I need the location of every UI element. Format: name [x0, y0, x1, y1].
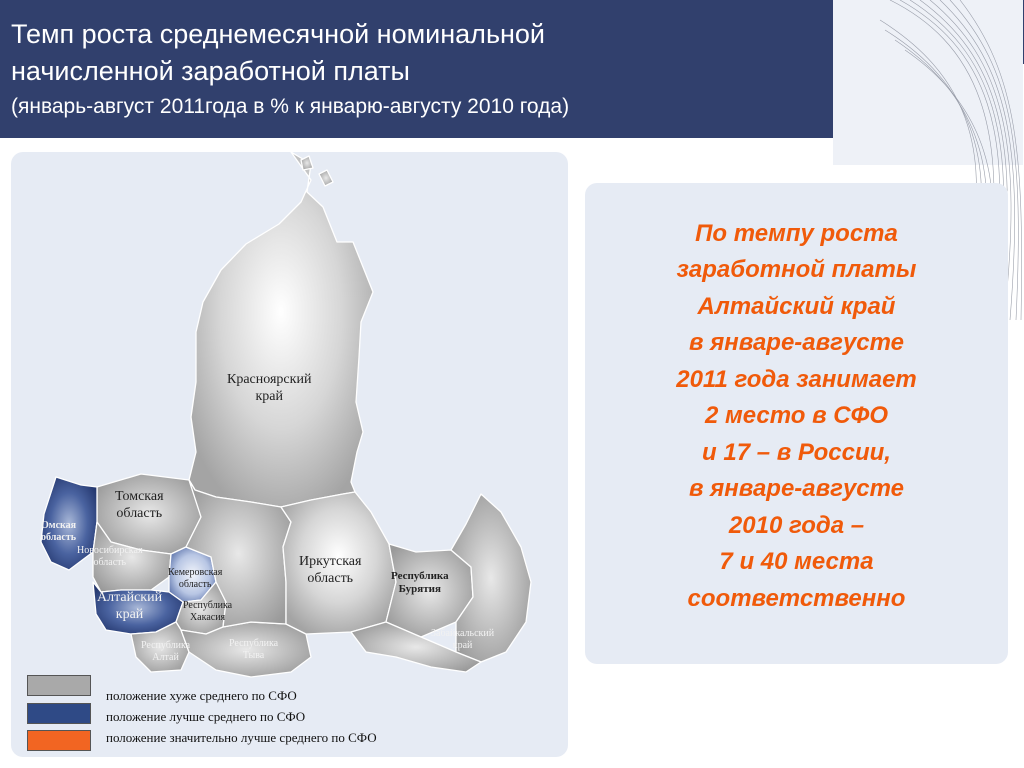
info-text: [676, 216, 917, 618]
label-novosibirsk: Новосибирская область: [77, 545, 143, 568]
label-omsk: Омская область: [41, 520, 77, 543]
label-kemerovo: Кемеровская область: [168, 567, 223, 590]
region-krasnoyarsk-island-1: [319, 170, 333, 186]
legend-swatch-much-better: [27, 730, 91, 751]
info-line: Алтайский край: [697, 292, 896, 320]
sfo-map: [11, 152, 568, 757]
slide-title-line2: начисленной заработной платы: [11, 56, 410, 86]
info-line: соответственно: [687, 584, 906, 612]
info-line: заработной платы: [676, 256, 917, 284]
info-panel: [585, 183, 1008, 664]
map-panel: [11, 152, 568, 757]
info-line: 7 и 40 места: [719, 548, 874, 576]
info-line: По темпу роста: [695, 219, 898, 247]
label-buryatia: Республика Бурятия: [391, 570, 449, 596]
info-line: в январе-августе: [688, 329, 905, 357]
label-altai-republic: Республика Алтай: [141, 640, 191, 663]
info-line: 2011 года занимает: [676, 365, 917, 393]
slide-header: [0, 0, 920, 138]
region-krasnoyarsk-island-2: [301, 156, 313, 170]
slide-title-line1: Темп роста среднемесячной номинальной: [11, 19, 546, 49]
legend-label-worse: положение хуже среднего по СФО: [106, 688, 297, 703]
label-krasnoyarsk: Красноярский край: [227, 372, 312, 404]
label-tyva: Республика Тыва: [229, 638, 279, 661]
legend-swatch-worse: [27, 675, 91, 696]
legend-label-better: положение лучше среднего по СФО: [106, 709, 306, 724]
label-altai-krai: Алтайский край: [97, 590, 163, 622]
legend-swatch-better: [27, 703, 91, 724]
slide-subtitle: (январь-август 2011года в % к январю-августу 2010 года): [11, 95, 570, 118]
label-zabaikalsky: Забайкальский край: [431, 628, 495, 651]
info-line: в январе-августе: [688, 475, 905, 503]
info-line: и 17 – в России,: [702, 438, 891, 466]
label-irkutsk: Иркутская область: [299, 554, 362, 586]
info-line: 2 место в СФО: [704, 402, 888, 430]
region-krasnoyarsk: [189, 152, 373, 507]
label-tomsk: Томская область: [115, 489, 164, 521]
info-line: 2010 года –: [728, 511, 865, 539]
legend-label-much-better: положение значительно лучше среднего по СФО: [106, 730, 377, 745]
label-khakassia: Республика Хакасия: [183, 600, 233, 623]
